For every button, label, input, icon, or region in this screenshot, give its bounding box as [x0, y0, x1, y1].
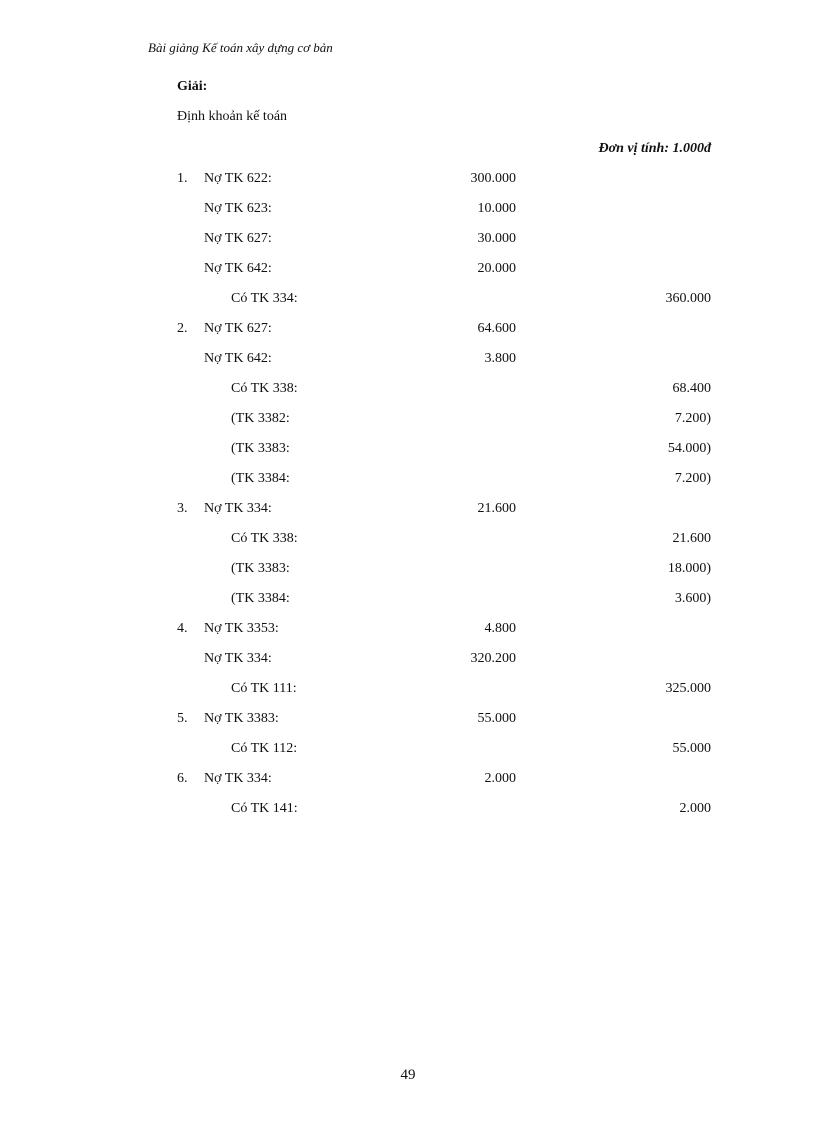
credit-account-label: Có TK 338:: [231, 381, 298, 396]
journal-entry-row: [0, 380, 816, 410]
credit-account-label: (TK 3382:: [231, 411, 290, 426]
journal-entry-row: [0, 320, 816, 350]
credit-account-label: Có TK 334:: [231, 291, 298, 306]
entry-number: 5.: [177, 711, 188, 726]
journal-entry-row: [0, 500, 816, 530]
section-heading: Giải:: [177, 79, 208, 94]
credit-account-label: Có TK 111:: [231, 681, 297, 696]
journal-entry-row: [0, 170, 816, 200]
journal-entry-row: [0, 560, 816, 590]
entry-number: 6.: [177, 771, 188, 786]
debit-account-label: Nợ TK 642:: [204, 351, 272, 366]
credit-amount: 2.000: [679, 801, 711, 816]
journal-entry-row: [0, 740, 816, 770]
credit-amount: 21.600: [672, 531, 711, 546]
journal-entry-row: [0, 620, 816, 650]
debit-account-label: Nợ TK 334:: [204, 771, 272, 786]
journal-entry-row: [0, 530, 816, 560]
journal-entries: [0, 170, 816, 830]
credit-account-label: (TK 3384:: [231, 591, 290, 606]
credit-account-label: (TK 3384:: [231, 471, 290, 486]
credit-amount: 68.400: [672, 381, 711, 396]
journal-entry-row: [0, 680, 816, 710]
debit-account-label: Nợ TK 3383:: [204, 711, 279, 726]
debit-amount: 30.000: [477, 231, 516, 246]
journal-entry-row: [0, 230, 816, 260]
debit-amount: 21.600: [477, 501, 516, 516]
debit-account-label: Nợ TK 334:: [204, 651, 272, 666]
debit-account-label: Nợ TK 642:: [204, 261, 272, 276]
credit-amount: 7.200): [674, 471, 711, 486]
unit-note: Đơn vị tính: 1.000đ: [598, 141, 711, 156]
journal-entry-row: [0, 710, 816, 740]
debit-amount: 320.200: [470, 651, 516, 666]
credit-amount: 325.000: [665, 681, 711, 696]
entry-number: 2.: [177, 321, 188, 336]
debit-account-label: Nợ TK 3353:: [204, 621, 279, 636]
credit-amount: 7.200): [674, 411, 711, 426]
debit-account-label: Nợ TK 334:: [204, 501, 272, 516]
journal-entry-row: [0, 350, 816, 380]
debit-amount: 20.000: [477, 261, 516, 276]
credit-amount: 360.000: [665, 291, 711, 306]
credit-amount: 3.600): [674, 591, 711, 606]
credit-amount: 54.000): [667, 441, 711, 456]
debit-amount: 64.600: [477, 321, 516, 336]
debit-account-label: Nợ TK 627:: [204, 321, 272, 336]
credit-amount: 55.000: [672, 741, 711, 756]
journal-entry-row: [0, 800, 816, 830]
journal-entry-row: [0, 470, 816, 500]
journal-entry-row: [0, 260, 816, 290]
debit-account-label: Nợ TK 622:: [204, 171, 272, 186]
journal-entry-row: [0, 200, 816, 230]
debit-amount: 3.800: [484, 351, 516, 366]
entry-number: 1.: [177, 171, 188, 186]
credit-account-label: Có TK 141:: [231, 801, 298, 816]
credit-account-label: (TK 3383:: [231, 561, 290, 576]
running-header: Bài giảng Kế toán xây dựng cơ bản: [148, 40, 333, 55]
entry-number: 3.: [177, 501, 188, 516]
debit-account-label: Nợ TK 623:: [204, 201, 272, 216]
journal-entry-row: [0, 290, 816, 320]
debit-amount: 55.000: [477, 711, 516, 726]
debit-amount: 10.000: [477, 201, 516, 216]
credit-account-label: (TK 3383:: [231, 441, 290, 456]
entry-number: 4.: [177, 621, 188, 636]
debit-account-label: Nợ TK 627:: [204, 231, 272, 246]
credit-amount: 18.000): [667, 561, 711, 576]
journal-entry-row: [0, 650, 816, 680]
journal-entry-row: [0, 590, 816, 620]
section-subheading: Định khoản kế toán: [177, 109, 288, 124]
journal-entry-row: [0, 770, 816, 800]
credit-account-label: Có TK 112:: [231, 741, 298, 756]
journal-entry-row: [0, 410, 816, 440]
journal-entry-row: [0, 440, 816, 470]
credit-account-label: Có TK 338:: [231, 531, 298, 546]
debit-amount: 4.800: [484, 621, 516, 636]
debit-amount: 300.000: [470, 171, 516, 186]
debit-amount: 2.000: [484, 771, 516, 786]
page-number: 49: [400, 1067, 416, 1083]
